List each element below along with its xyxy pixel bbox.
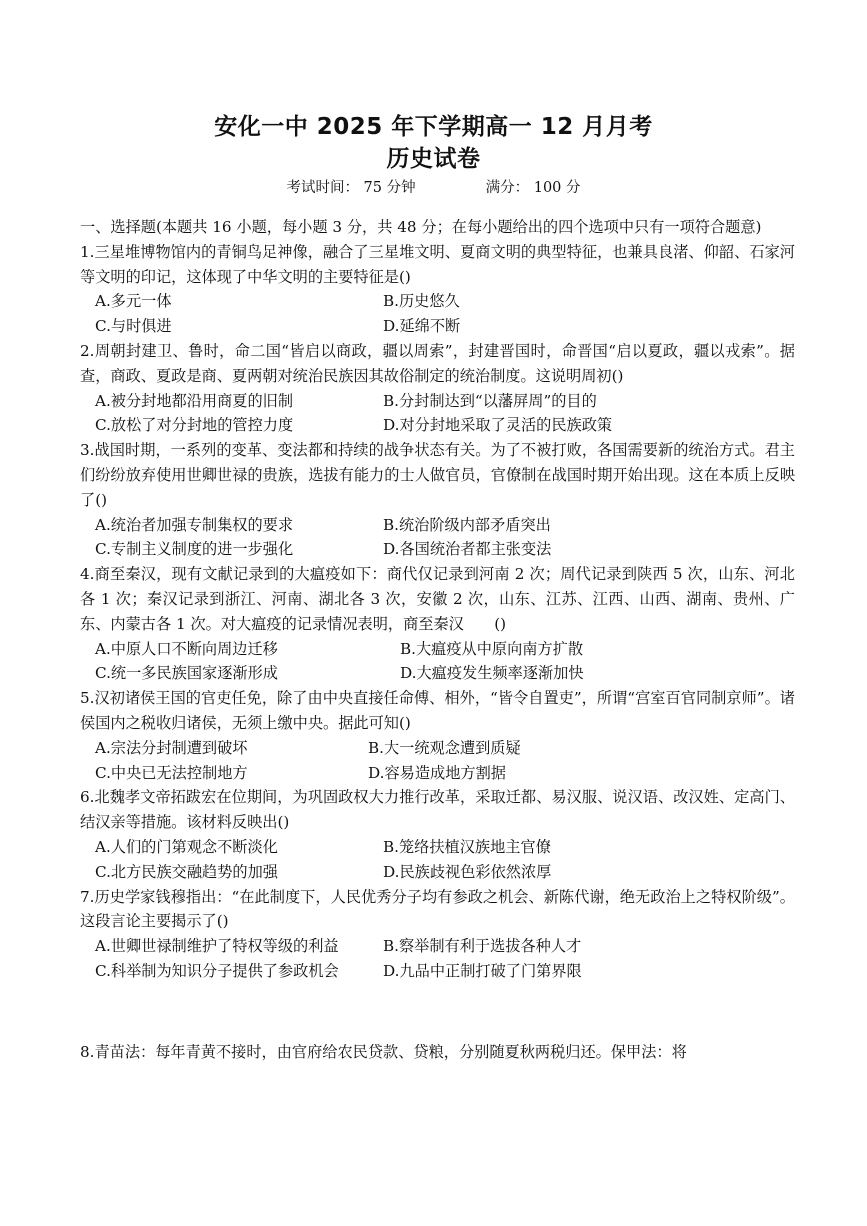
option-c: C.科举制为知识分子提供了参政机会	[95, 961, 339, 980]
option-d: D.各国统治者都主张变法	[383, 540, 552, 559]
option-d: D.延绵不断	[383, 317, 461, 336]
option-c: C.放松了对分封地的管控力度	[95, 416, 294, 435]
exam-subject-title: 历史试卷	[386, 146, 481, 172]
option-d: D.大瘟疫发生频率逐渐加快	[400, 664, 584, 683]
question-8	[80, 1040, 795, 1065]
question-7	[80, 885, 795, 984]
question-6	[80, 785, 795, 884]
option-c: C.北方民族交融趋势的加强	[95, 862, 278, 881]
section-intro: 一、选择题(本题共 16 小题，每小题 3 分，共 48 分；在每小题给出的四个选项中只有一项符合题意)	[80, 218, 762, 236]
option-b: B.大一统观念遭到质疑	[368, 738, 521, 757]
option-d: D.民族歧视色彩依然浓厚	[383, 862, 552, 881]
question-1	[80, 240, 795, 339]
option-d: D.容易造成地方割据	[368, 763, 506, 782]
exam-meta	[0, 176, 867, 197]
option-d: D.九品中正制打破了门第界限	[383, 961, 582, 980]
question-stem: 4.商至秦汉，现有文献记录到的大瘟疫如下：商代仅记录到河南 2 次；周代记录到陕西 5 次，山东、河北各 1 次；秦汉记录到浙江、河南、湖北各 3 次，安徽 2 次，山东、江苏、江西、山西、湖南、贵州、广东、内蒙古各 1 次。对大瘟疫的记录情况表明，商至秦汉 ()	[80, 565, 795, 633]
option-c: C.统一多民族国家逐渐形成	[95, 664, 278, 683]
option-a: A.世卿世禄制维护了特权等级的利益	[95, 937, 339, 956]
option-c: C.专制主义制度的进一步强化	[95, 540, 294, 559]
option-d: D.对分封地采取了灵活的民族政策	[383, 416, 613, 435]
option-b: B.笼络扶植汉族地主官僚	[383, 837, 551, 856]
page-gap	[80, 984, 795, 1040]
question-stem: 2.周朝封建卫、鲁时，命二国“皆启以商政，疆以周索”，封建晋国时，命晋国“启以夏政，疆以戎索”。据查，商政、夏政是商、夏两朝对统治民族因其故俗制定的统治制度。这说明周初()	[80, 341, 795, 385]
question-stem: 7.历史学家钱穆指出：“在此制度下，人民优秀分子均有参政之机会、新陈代谢，绝无政治上之特权阶级”。这段言论主要揭示了()	[80, 887, 795, 931]
option-b: B.察举制有利于选拔各种人才	[383, 937, 582, 956]
option-a: A.被分封地都沿用商夏的旧制	[95, 391, 294, 410]
option-a: A.中原人口不断向周边迁移	[95, 639, 278, 658]
question-stem: 5.汉初诸侯王国的官吏任免，除了由中央直接任命傅、相外，“皆令自置吏”，所谓“宫室百官同制京师”。诸侯国内之税收归诸侯，无须上缴中央。据此可知()	[80, 689, 795, 732]
option-a: A.人们的门第观念不断淡化	[95, 837, 278, 856]
option-b: B.分封制达到“以藩屏周”的目的	[383, 391, 597, 410]
option-a: A.宗法分封制遭到破坏	[95, 738, 248, 757]
option-b: B.历史悠久	[383, 292, 460, 311]
exam-full-score: 满分： 100 分	[485, 180, 581, 196]
question-3	[80, 438, 795, 562]
option-c: C.与时俱进	[95, 317, 172, 336]
question-stem: 6.北魏孝文帝拓跋宏在位期间，为巩固政权大力推行改革，采取迁都、易汉服、说汉语、改汉姓、定高门、结汉亲等措施。该材料反映出()	[80, 788, 795, 832]
option-b: B.统治阶级内部矛盾突出	[383, 515, 551, 534]
question-body	[80, 215, 795, 1065]
exam-time: 考试时间： 75 分钟	[286, 180, 416, 196]
option-a: A.统治者加强专制集权的要求	[95, 515, 294, 534]
exam-title: 安化一中 2025 年下学期高一 12 月月考	[214, 114, 653, 140]
option-a: A.多元一体	[95, 292, 172, 311]
question-stem: 3.战国时期，一系列的变革、变法都和持续的战争状态有关。为了不被打败，各国需要新的统治方式。君主们纷纷放弃使用世卿世禄的贵族，选拔有能力的士人做官员，官僚制在战国时期开始出现。这在本质上反映了()	[80, 441, 795, 509]
question-5	[80, 686, 795, 785]
question-4	[80, 562, 795, 686]
question-2	[80, 339, 795, 438]
question-stem: 8.青苗法：每年青黄不接时，由官府给农民贷款、贷粮，分别随夏秋两税归还。保甲法：将	[80, 1042, 687, 1061]
option-b: B.大瘟疫从中原向南方扩散	[400, 639, 584, 658]
question-stem: 1.三星堆博物馆内的青铜鸟足神像，融合了三星堆文明、夏商文明的典型特征，也兼具良渚、仰韶、石家河等文明的印记，这体现了中华文明的主要特征是()	[80, 242, 795, 286]
option-c: C.中央已无法控制地方	[95, 763, 248, 782]
